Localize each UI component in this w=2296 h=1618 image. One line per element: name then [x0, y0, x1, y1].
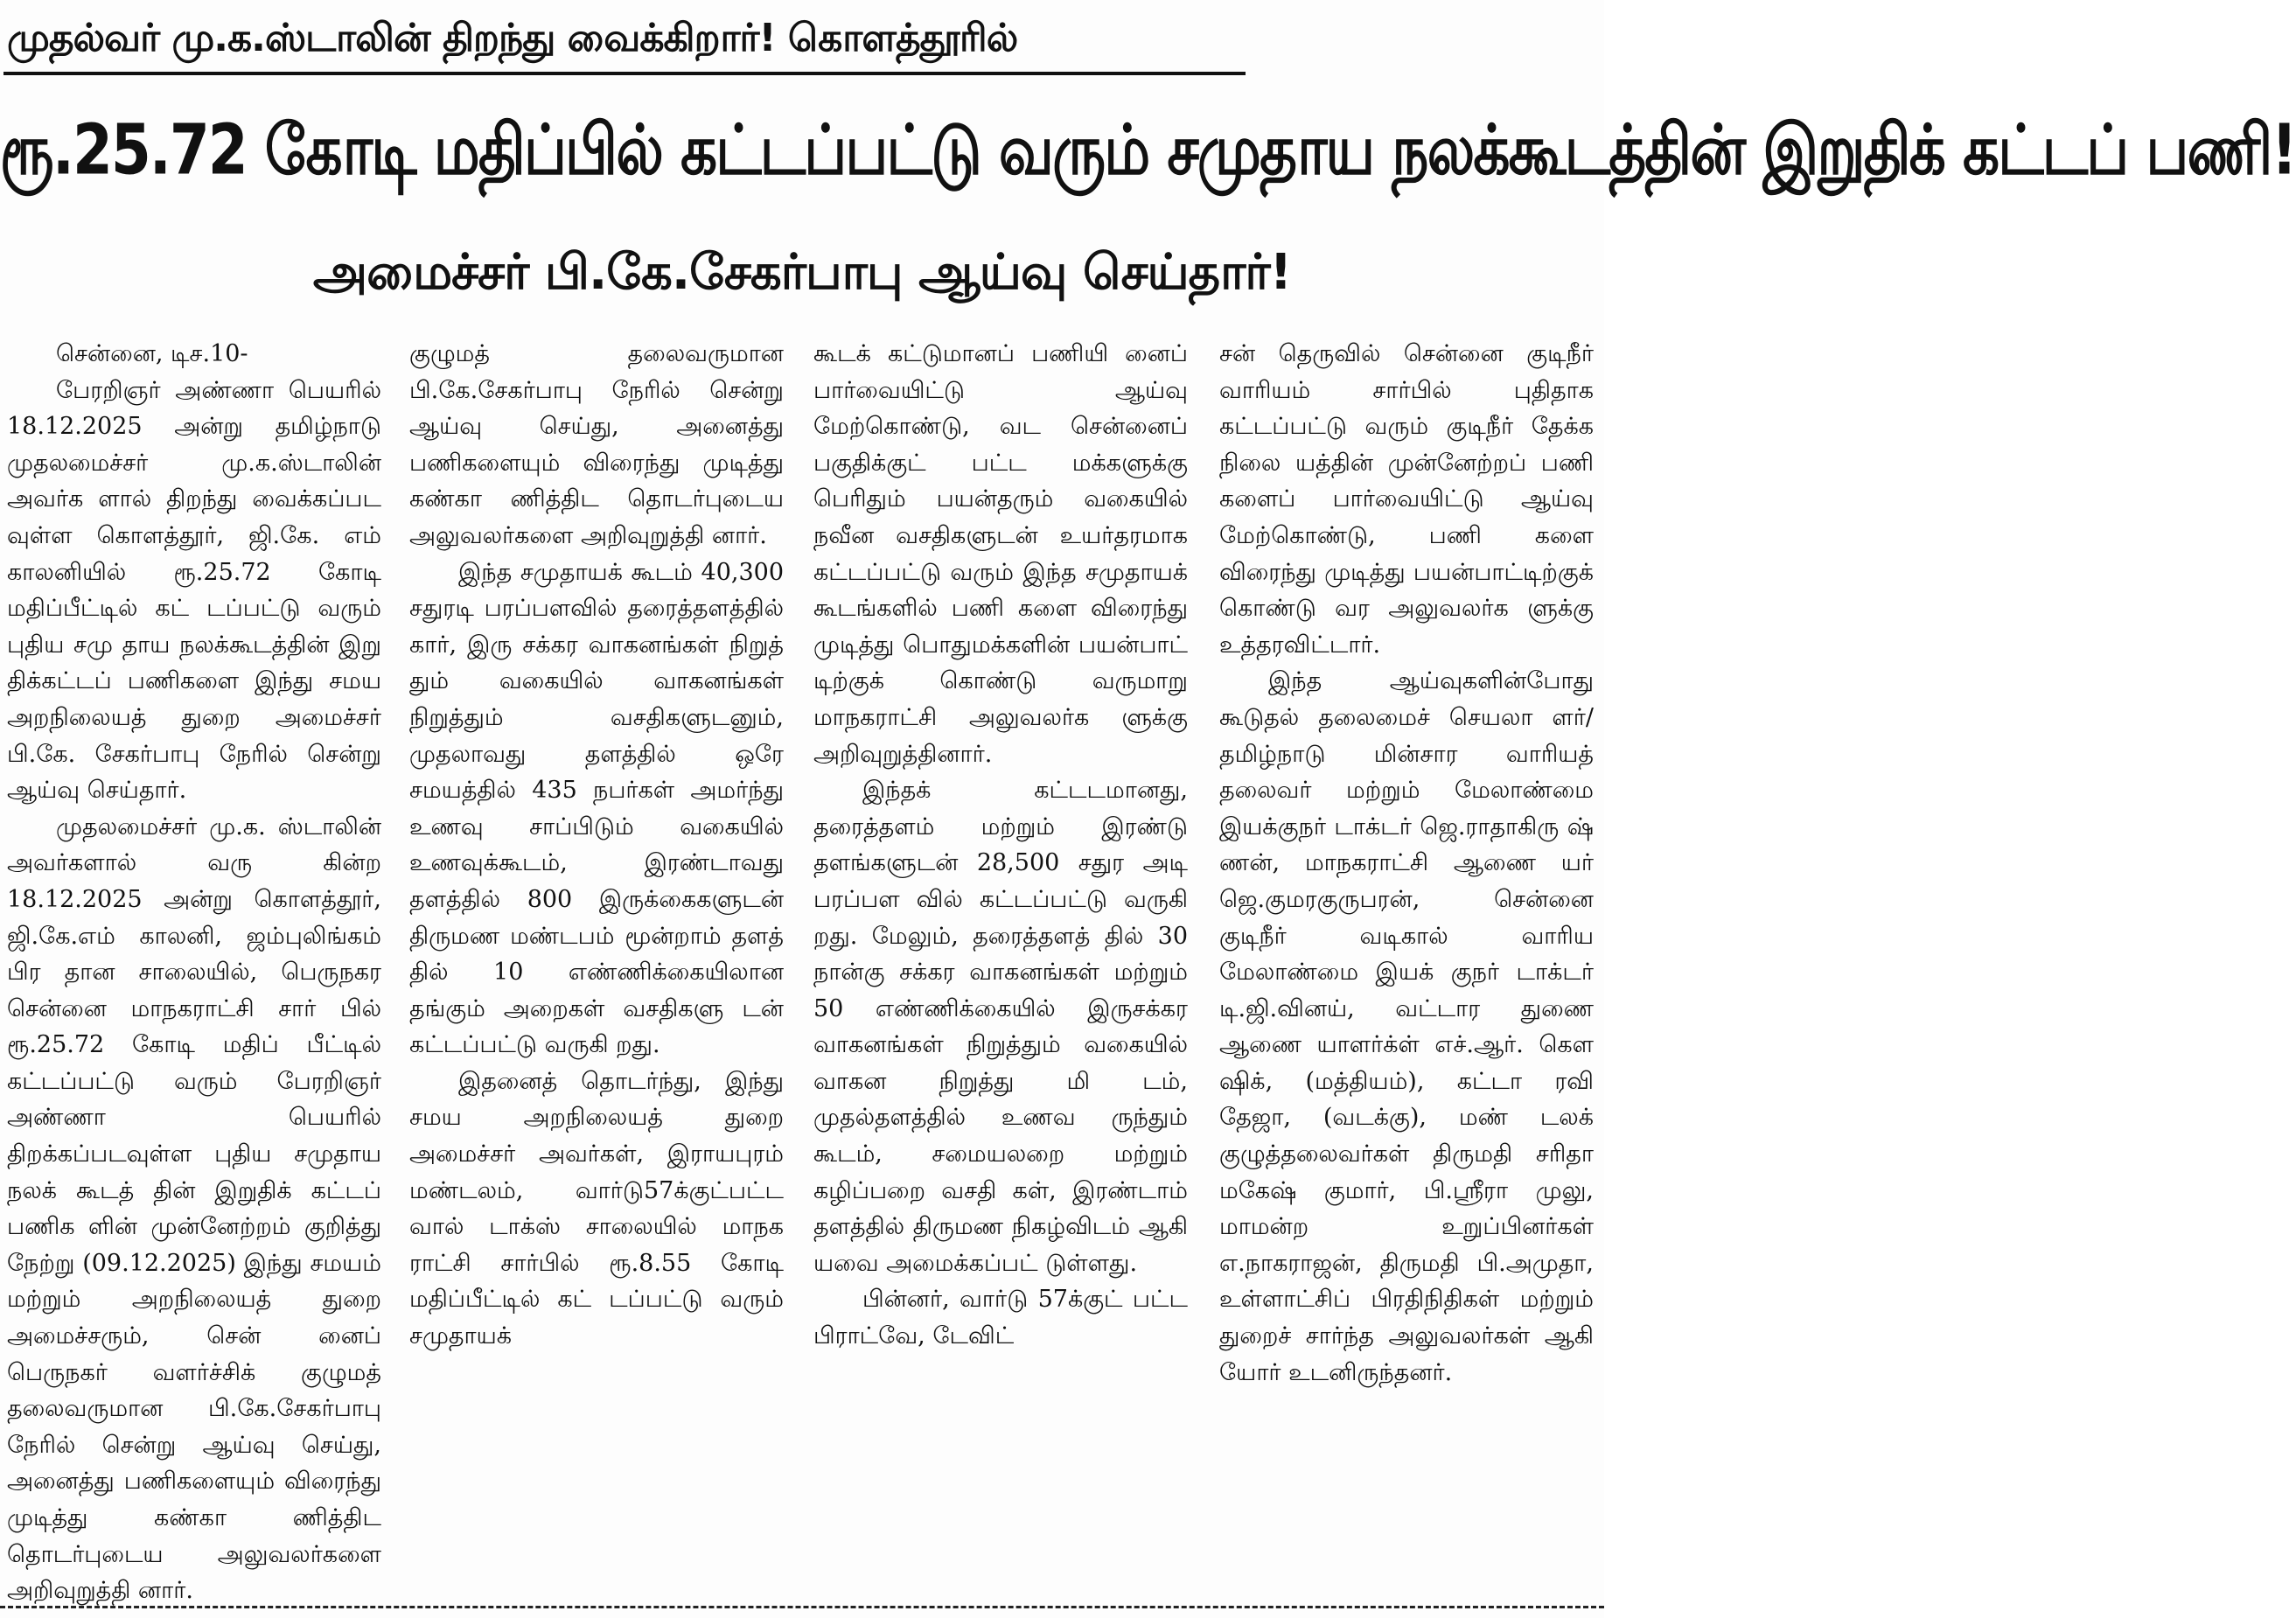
- article-paragraph-4: இதனைத் தொடர்ந்து, இந்து சமய அறநிலையத் துறை அமைச்சர் அவர்கள், இராயபுரம் மண்டலம், வார்டு57க்குட்பட்ட வால் டாக்ஸ் சாலையில் மாநக ராட்சி சார்பில் ரூ.8.55 கோடி மதிப்பீட்டில் கட் டப்பட்டு வரும் சமுதாயக்: [409, 1067, 784, 1350]
- article-paragraph-1: பேரறிஞர் அண்ணா பெயரில் 18.12.2025 அன்று தமிழ்நாடு முதலமைச்சர் மு.க.ஸ்டாலின் அவர்க ளால் திறந்து வைக்கப்பட வுள்ள கொளத்தூர், ஜி.கே. எம் காலனியில் ரூ.25.72 கோடி மதிப்பீட்டில் கட் டப்பட்டு வரும் புதிய சமு தாய நலக்கூடத்தின் இறு திக்கட்டப் பணிகளை இந்து சமய அறநிலையத் துறை அமைச்சர் பி.கே. சேகர்பாபு நேரில் சென்று ஆய்வு செய்தார்.: [7, 376, 381, 805]
- article-column-4: [1219, 336, 1594, 1595]
- kicker-headline: முதல்வர் மு.க.ஸ்டாலின் திறந்து வைக்கிறார்! கொளத்தூரில்: [7, 16, 1018, 60]
- kicker-underline: [3, 72, 1246, 75]
- dateline: சென்னை, டிச.10-: [56, 340, 248, 367]
- article-column-3: [813, 336, 1188, 1595]
- article-paragraph-6-continued: சன் தெருவில் சென்னை குடிநீர் வாரியம் சார்பில் புதிதாக கட்டப்பட்டு வரும் குடிநீர் தேக்க நிலை யத்தின் முன்னேற்றப் பணி களைப் பார்வையிட்டு ஆய்வு மேற்கொண்டு, பணி களை விரைந்து முடித்து பயன்பாட்டிற்குக் கொண்டு வர அலுவலர்க ளுக்கு உத்தரவிட்டார்.: [1219, 340, 1594, 659]
- article-paragraph-6: பின்னர், வார்டு 57க்குட் பட்ட பிராட்வே, டேவிட்: [813, 1286, 1188, 1350]
- sub-headline: அமைச்சர் பி.கே.சேகர்பாபு ஆய்வு செய்தார்!: [312, 244, 1292, 301]
- article-paragraph-2: முதலமைச்சர் மு.க. ஸ்டாலின் அவர்களால் வரு கின்ற 18.12.2025 அன்று கொளத்தூர், ஜி.கே.எம் காலனி, ஜம்புலிங்கம் பிர தான சாலையில், பெருநகர சென்னை மாநகராட்சி சார் பில் ரூ.25.72 கோடி மதிப் பீட்டில் கட்டப்பட்டு வரும் பேரறிஞர் அண்ணா பெயரில் திறக்கப்படவுள்ள புதிய சமுதாய நலக் கூடத் தின் இறுதிக் கட்டப் பணிக ளின் முன்னேற்றம் குறித்து நேற்று (09.12.2025) இந்து சமயம் மற்றும் அறநிலையத் துறை அமைச்சரும், சென் னைப் பெருநகர் வளர்ச்சிக் குழுமத் தலைவருமான பி.கே.சேகர்பாபு நேரில் சென்று ஆய்வு செய்து, அனைத்து பணிகளையும் விரைந்து முடித்து கண்கா ணித்திட தொடர்புடைய அலுவலர்களை அறிவுறுத்தி னார்.: [7, 812, 381, 1605]
- article-column-2: [409, 336, 784, 1595]
- main-headline: ரூ.25.72 கோடி மதிப்பில் கட்டப்பட்டு வரும் சமுதாய நலக்கூடத்தின் இறுதிக் கட்டப் பணி!: [0, 109, 2296, 191]
- article-paragraph-4-continued: கூடக் கட்டுமானப் பணியி னைப் பார்வையிட்டு ஆய்வு மேற்கொண்டு, வட சென்னைப் பகுதிக்குட் பட்ட மக்களுக்கு பெரிதும் பயன்தரும் வகையில் நவீன வசதிகளுடன் உயர்தரமாக கட்டப்பட்டு வரும் இந்த சமுதாயக் கூடங்களில் பணி களை விரைந்து முடித்து பொதுமக்களின் பயன்பாட் டிற்குக் கொண்டு வருமாறு மாநகராட்சி அலுவலர்க ளுக்கு அறிவுறுத்தினார்.: [813, 340, 1188, 768]
- article-paragraph-5: இந்தக் கட்டடமானது, தரைத்தளம் மற்றும் இரண்டு தளங்களுடன் 28,500 சதுர அடி பரப்பள வில் கட்டப்பட்டு வருகி றது. மேலும், தரைத்தளத் தில் 30 நான்கு சக்கர வாகனங்கள் மற்றும் 50 எண்ணிக்கையில் இருசக்கர வாகனங்கள் நிறுத்தும் வகையில் வாகன நிறுத்து மி டம், முதல்தளத்தில் உணவ ருந்தும் கூடம், சமையலறை மற்றும் கழிப்பறை வசதி கள், இரண்டாம் தளத்தில் திருமண நிகழ்விடம் ஆகி யவை அமைக்கப்பட் டுள்ளது.: [813, 777, 1188, 1277]
- article-paragraph-2-continued: குழுமத் தலைவருமான பி.கே.சேகர்பாபு நேரில் சென்று ஆய்வு செய்து, அனைத்து பணிகளையும் விரைந்து முடித்து கண்கா ணித்திட தொடர்புடைய அலுவலர்களை அறிவுறுத்தி னார்.: [409, 340, 784, 549]
- bottom-dashed-rule: [0, 1606, 1604, 1608]
- article-paragraph-3: இந்த சமுதாயக் கூடம் 40,300 சதுரடி பரப்பளவில் தரைத்தளத்தில் கார், இரு சக்கர வாகனங்கள் நிறுத் தும் வகையில் வாகனங்கள் நிறுத்தும் வசதிகளுடனும், முதலாவது தளத்தில் ஒரே சமயத்தில் 435 நபர்கள் அமர்ந்து உணவு சாப்பிடும் வகையில் உணவுக்கூடம், இரண்டாவது தளத்தில் 800 இருக்கைகளுடன் திருமண மண்டபம் மூன்றாம் தளத் தில் 10 எண்ணிக்கையிலான தங்கும் அறைகள் வசதிகளு டன் கட்டப்பட்டு வருகி றது.: [409, 558, 784, 1059]
- article-column-1: [7, 336, 381, 1605]
- article-paragraph-7: இந்த ஆய்வுகளின்போது கூடுதல் தலைமைச் செயலா ளர்/தமிழ்நாடு மின்சார வாரியத் தலைவர் மற்றும் மேலாண்மை இயக்குநர் டாக்டர் ஜெ.ராதாகிரு ஷ் ணன், மாநகராட்சி ஆணை யர் ஜெ.குமரகுருபரன், சென்னை குடிநீர் வடிகால் வாரிய மேலாண்மை இயக் குநர் டாக்டர் டி.ஜி.வினய், வட்டார துணை ஆணை யாளர்க்ள் எச்.ஆர். கௌ ஷிக், (மத்தியம்), கட்டா ரவி தேஜா, (வடக்கு), மண் டலக் குழுத்தலைவர்கள் திருமதி சரிதா மகேஷ் குமார், பி.ஸ்ரீரா முலு, மாமன்ற உறுப்பினர்கள் எ.நாகராஜன், திருமதி பி.அமுதா, உள்ளாட்சிப் பிரதிநிதிகள் மற்றும் துறைச் சார்ந்த அலுவலர்கள் ஆகி யோர் உடனிருந்தனர்.: [1219, 667, 1594, 1386]
